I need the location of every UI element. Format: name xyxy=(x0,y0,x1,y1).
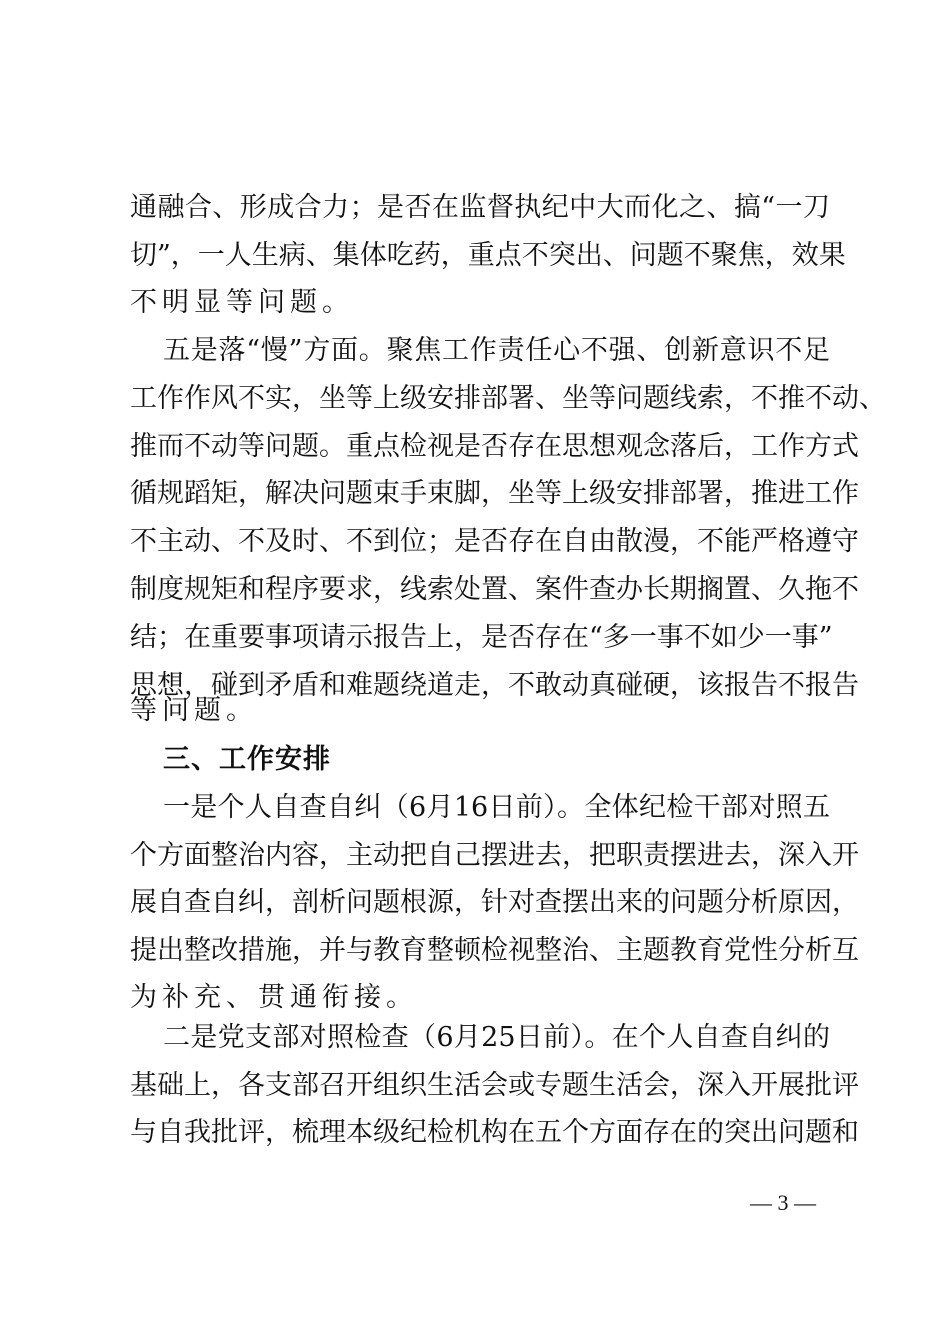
text-line: 思想，碰到矛盾和难题绕道走，不敢动真碰硬，该报告不报告 xyxy=(130,670,859,701)
text-line: 推而不动等问题。重点检视是否存在思想观念落后，工作方式 xyxy=(130,431,859,462)
text-line: 为补充、贯通衔接。 xyxy=(130,982,418,1013)
text-line: 通融合、形成合力；是否在监督执纪中大而化之、搞“一刀 xyxy=(130,192,830,223)
text-line: 五是落“慢”方面。聚焦工作责任心不强、创新意识不足 xyxy=(163,335,830,366)
text-line: 不明显等问题。 xyxy=(130,287,354,318)
text-line: 一是个人自查自纠（6月16日前）。全体纪检干部对照五 xyxy=(163,792,830,823)
text-line: 结；在重要事项请示报告上，是否存在“多一事不如少一事” xyxy=(130,622,833,653)
text-line: 个方面整治内容，主动把自己摆进去，把职责摆进去，深入开 xyxy=(130,840,859,871)
text-line: 等问题。 xyxy=(130,695,258,726)
text-line: 基础上，各支部召开组织生活会或专题生活会，深入开展批评 xyxy=(130,1070,859,1101)
page-number: — 3 — xyxy=(750,1190,816,1215)
text-line: 与自我批评，梳理本级纪检机构在五个方面存在的突出问题和 xyxy=(130,1117,859,1148)
text-line: 切”，一人生病、集体吃药，重点不突出、问题不聚焦，效果 xyxy=(130,240,846,271)
text-line: 不主动、不及时、不到位；是否存在自由散漫，不能严格遵守 xyxy=(130,526,859,557)
text-line: 制度规矩和程序要求，线索处置、案件查办长期搁置、久拖不 xyxy=(130,574,859,605)
text-line: 提出整改措施，并与教育整顿检视整治、主题教育党性分析互 xyxy=(130,935,859,966)
text-line: 展自查自纠，剖析问题根源，针对查摆出来的问题分析原因， xyxy=(130,887,859,918)
text-line: 二是党支部对照检查（6月25日前）。在个人自查自纠的 xyxy=(163,1022,830,1053)
section-heading: 三、工作安排 xyxy=(163,744,331,775)
text-line: 工作作风不实，坐等上级安排部署、坐等问题线索，不推不动、 xyxy=(130,383,886,414)
text-line: 循规蹈矩，解决问题束手束脚，坐等上级安排部署，推进工作 xyxy=(130,478,859,509)
